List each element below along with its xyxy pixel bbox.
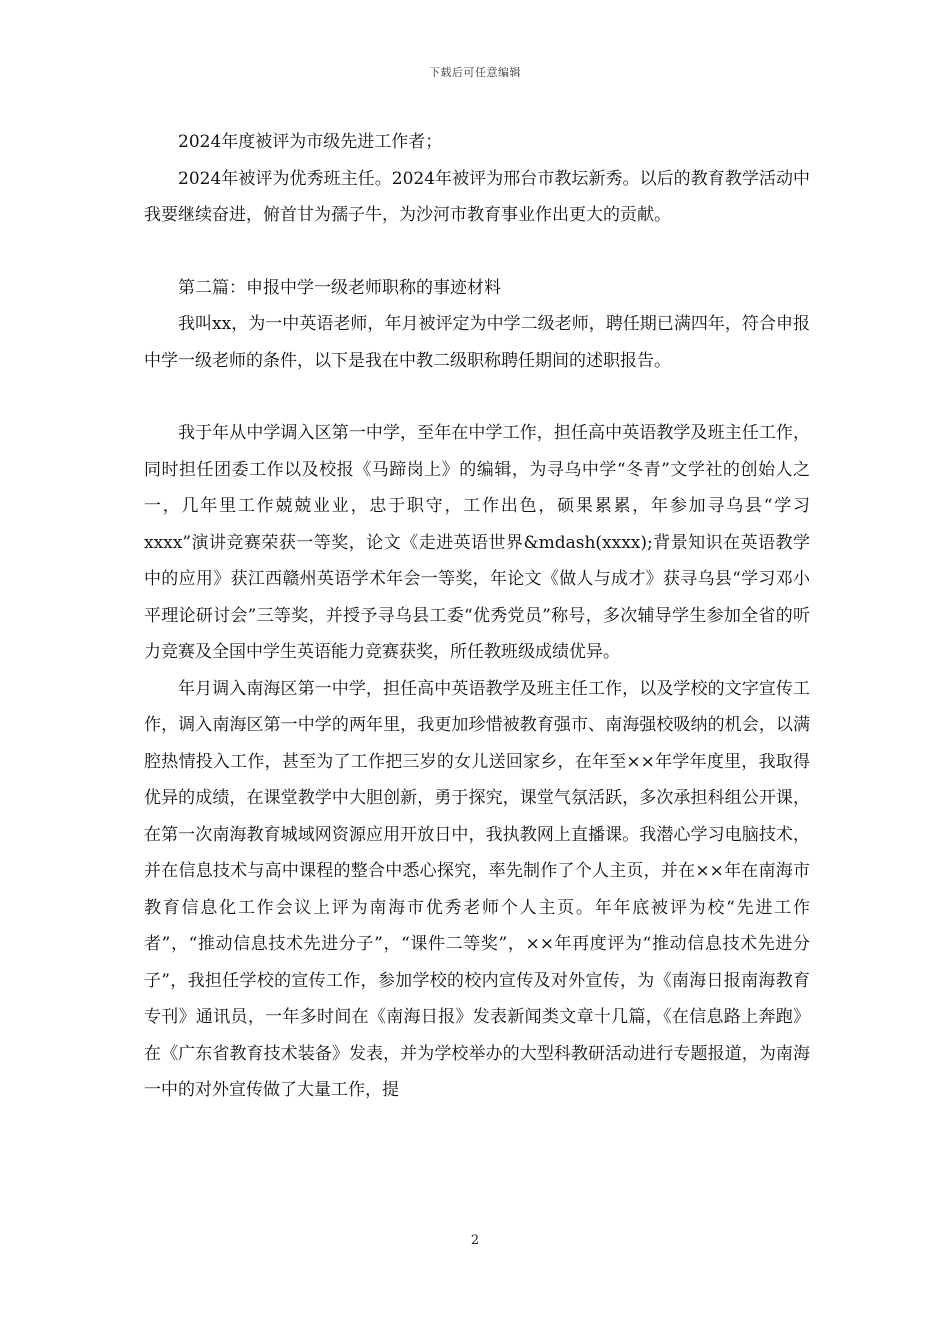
- page-number: 2: [470, 1233, 480, 1248]
- paragraph-award-summary: 2024年被评为优秀班主任。2024年被评为邢台市教坛新秀。以后的教育教学活动中我要继续奋进，俯首甘为孺子牛，为沙河市教育事业作出更大的贡献。: [144, 168, 810, 225]
- page-header: 下载后可任意编辑: [429, 66, 521, 79]
- paragraph-early-career: 我于年从中学调入区第一中学，至年在中学工作，担任高中英语教学及班主任工作，同时担任团委工作以及校报《马蹄岗上》的编辑，为寻乌中学“冬青”文学社的创始人之一，几年里工作兢兢业业，忠于职守，工作出色，硕果累累，年参加寻乌县“学习xxxx”演讲竞赛荣获一等奖，论文《走进英语世界&mdash(xxxx);背景知识在英语教学中的应用》获江西赣州英语学术年会一等奖，年论文《做人与成才》获寻乌县“学习邓小平理论研讨会”三等奖，并授予寻乌县工委“优秀党员”称号，多次辅导学生参加全省的听力竞赛及全国中学生英语能力竞赛获奖，所任教班级成绩优异。: [144, 423, 810, 662]
- paragraph-award-2024: 2024年度被评为市级先进工作者；: [178, 132, 443, 152]
- document-body: [144, 124, 810, 1109]
- paragraph-introduction: 我叫xx，为一中英语老师，年月被评定为中学二级老师，聘任期已满四年，符合申报中学一级老师的条件，以下是我在中教二级职称聘任期间的述职报告。: [144, 314, 810, 371]
- paragraph-nanhai-career: 年月调入南海区第一中学，担任高中英语教学及班主任工作，以及学校的文字宣传工作，调入南海区第一中学的两年里，我更加珍惜被教育强市、南海强校吸纳的机会，以满腔热情投入工作，甚至为了工作把三岁的女儿送回家乡，在年至××年学年度里，我取得优异的成绩，在课堂教学中大胆创新，勇于探究，课堂气氛活跃，多次承担科组公开课，在第一次南海教育城域网资源应用开放日中，我执教网上直播课。我潜心学习电脑技术，并在信息技术与高中课程的整合中悉心探究，率先制作了个人主页，并在××年在南海市教育信息化工作会议上评为南海市优秀老师个人主页。年年底被评为校“先进工作者”，“推动信息技术先进分子”，“课件二等奖”，××年再度评为“推动信息技术先进分子”，我担任学校的宣传工作，参加学校的校内宣传及对外宣传，为《南海日报南海教育专刊》通讯员，一年多时间在《南海日报》发表新闻类文章十几篇，《在信息路上奔跑》在《广东省教育技术装备》发表，并为学校举办的大型科教研活动进行专题报道，为南海一中的对外宣传做了大量工作，提: [144, 678, 810, 1100]
- section-heading: 第二篇：申报中学一级老师职称的事迹材料: [178, 277, 501, 298]
